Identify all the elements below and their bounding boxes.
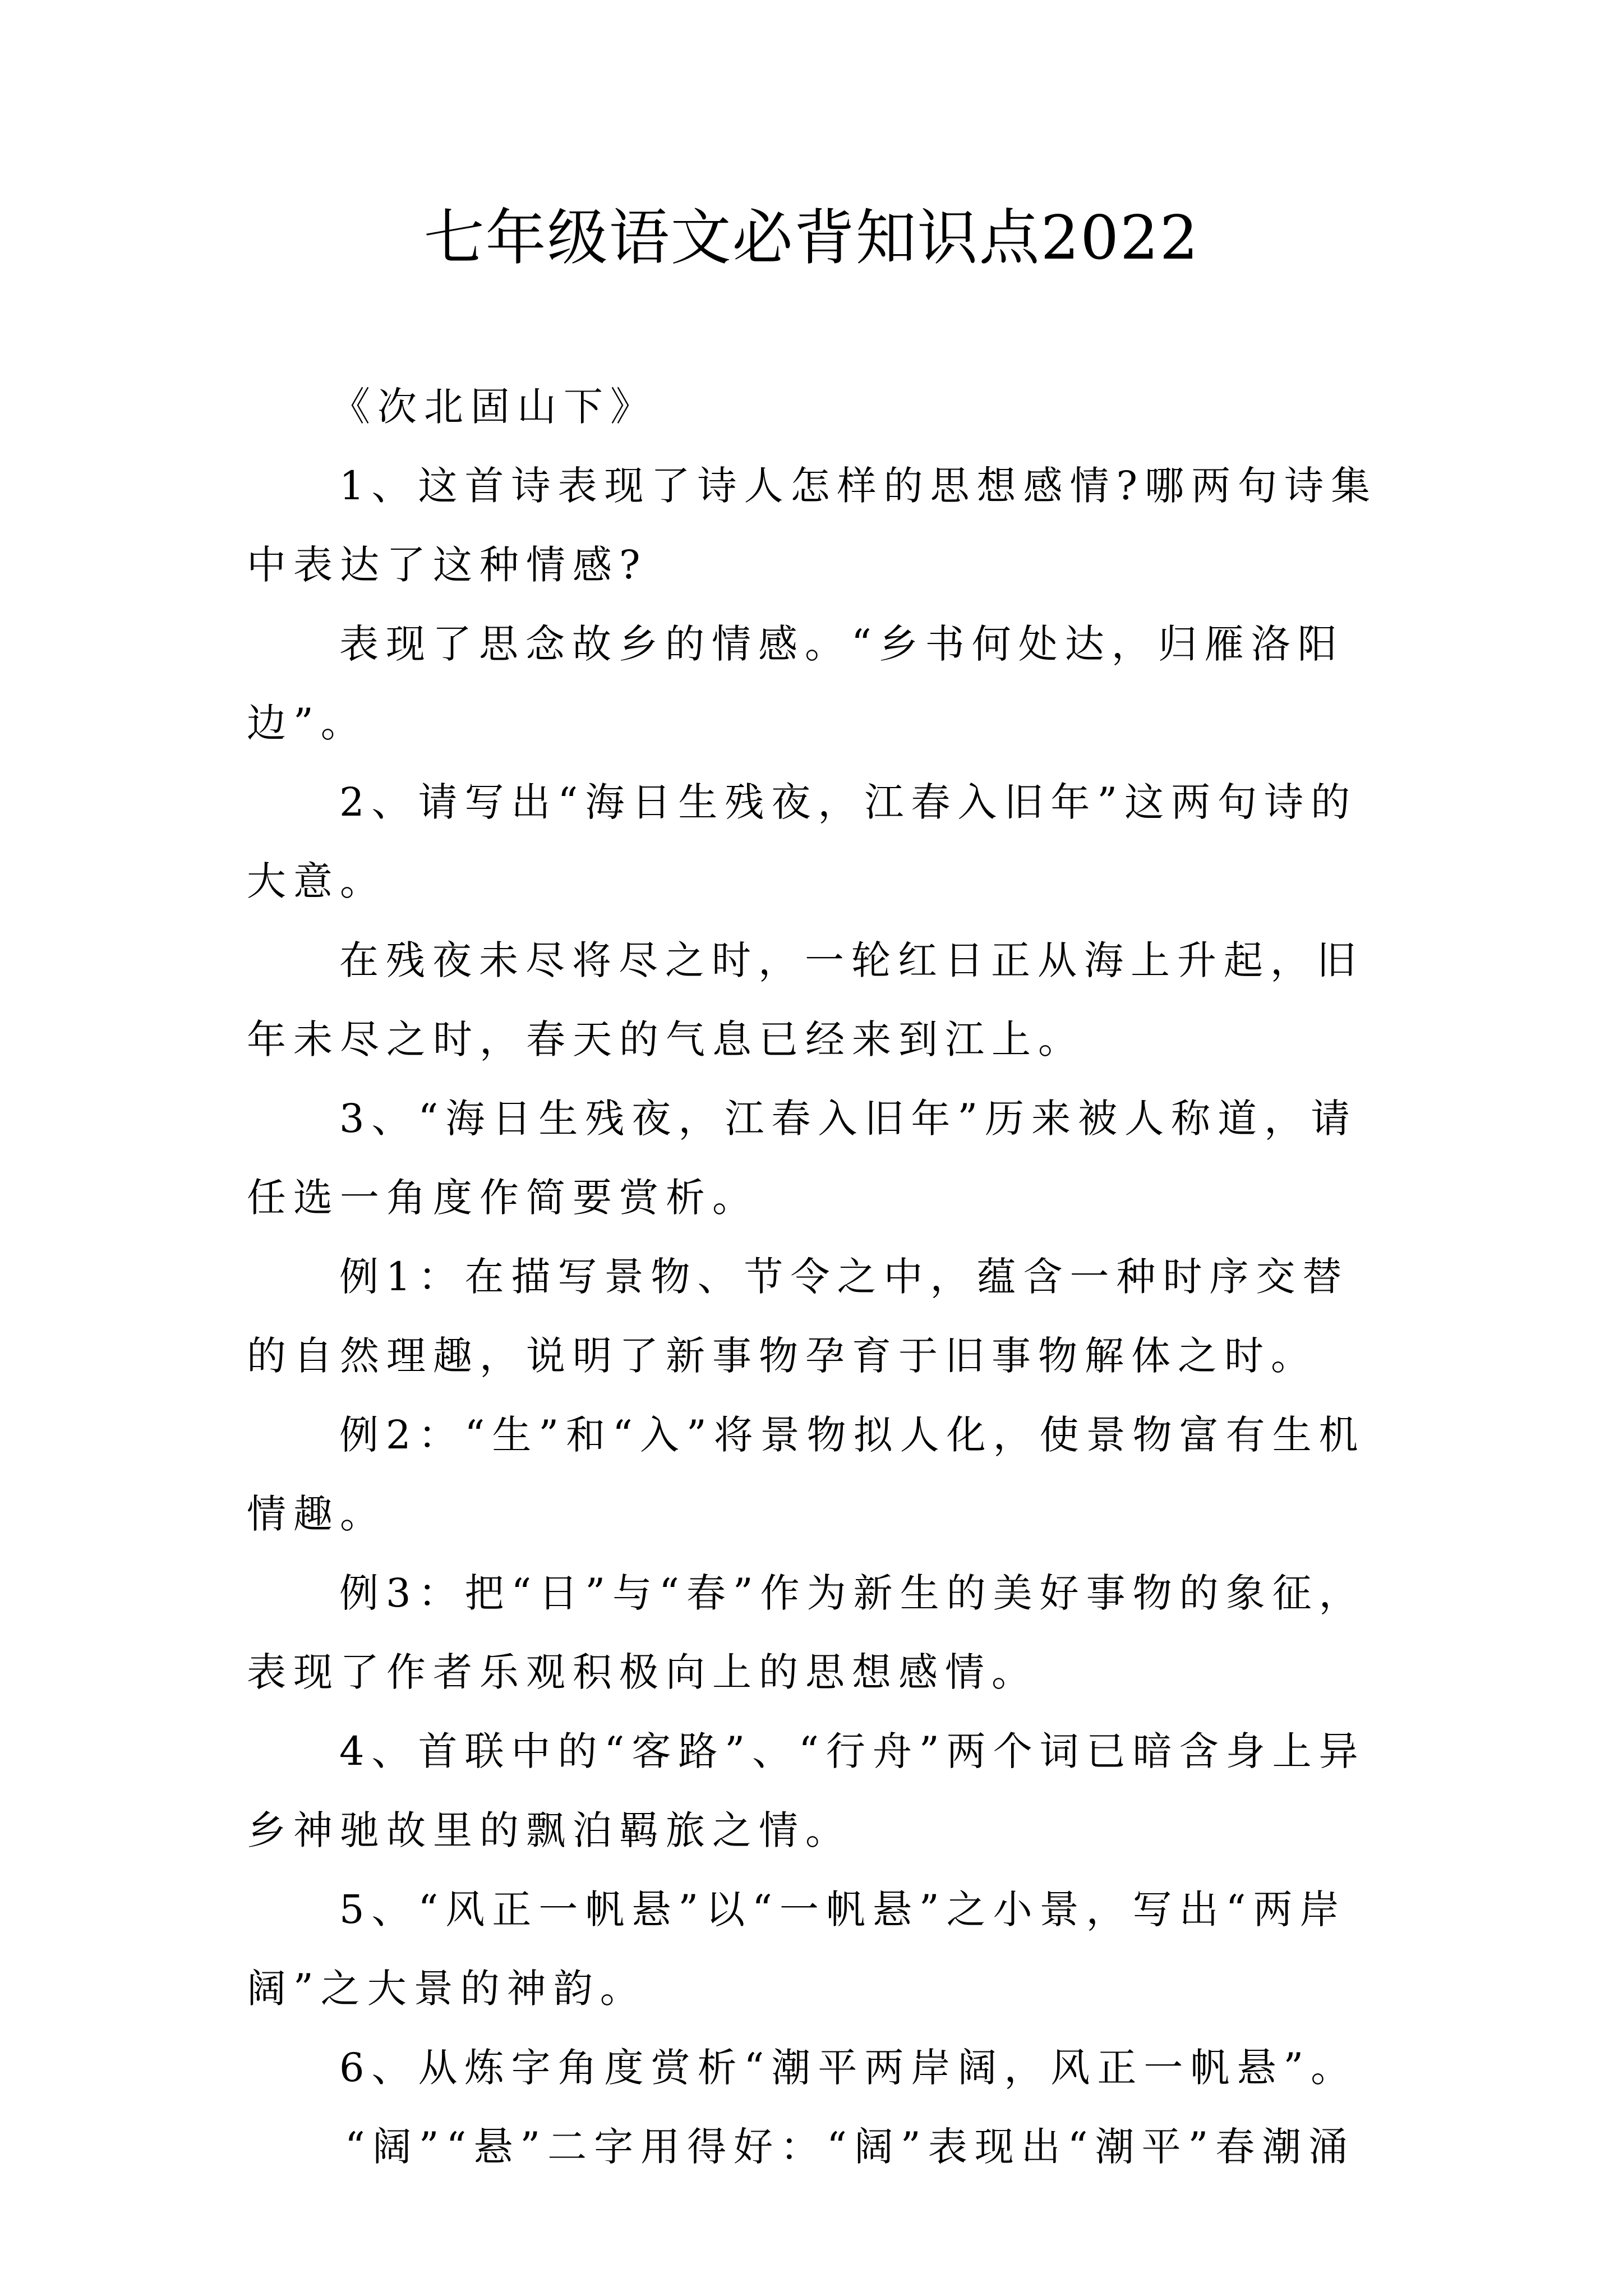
answer-6: “阔”“悬”二字用得好：“阔”表现出“潮平”春潮涌 bbox=[345, 2124, 1355, 2170]
point-5: 5、“风正一帆悬”以“一帆悬”之小景，写出“两岸阔”之大景的神韵。 bbox=[247, 1887, 1347, 2012]
question-3: 3、“海日生残夜，江春入旧年”历来被人称道，请任选一角度作简要赏析。 bbox=[247, 1096, 1358, 1221]
example-2: 例2：“生”和“入”将景物拟人化，使景物富有生机情趣。 bbox=[247, 1412, 1366, 1537]
point-4: 4、首联中的“客路”、“行舟”两个词已暗含身上异乡神驰故里的飘泊羁旅之情。 bbox=[247, 1728, 1366, 1853]
document-title: 七年级语文必背知识点2022 bbox=[423, 203, 1200, 273]
document-body bbox=[247, 367, 1391, 2187]
answer-2: 在残夜未尽将尽之时，一轮红日正从海上升起，旧年未尽之时，春天的气息已经来到江上。 bbox=[247, 937, 1363, 1062]
example-3: 例3：把“日”与“春”作为新生的美好事物的象征，表现了作者乐观积极向上的思想感情。 bbox=[247, 1570, 1366, 1695]
question-6: 6、从炼字角度赏析“潮平两岸阔，风正一帆悬”。 bbox=[339, 2045, 1358, 2091]
poem-title: 《次北固山下》 bbox=[331, 384, 657, 430]
question-2: 2、请写出“海日生残夜，江春入旧年”这两句诗的大意。 bbox=[247, 779, 1358, 904]
answer-1: 表现了思念故乡的情感。“乡书何处达，归雁洛阳边”。 bbox=[247, 621, 1344, 746]
example-1: 例1：在描写景物、节令之中，蕴含一种时序交替的自然理趣，说明了新事物孕育于旧事物解体之时。 bbox=[247, 1254, 1349, 1379]
question-1: 1、这首诗表现了诗人怎样的思想感情?哪两句诗集中表达了这种情感? bbox=[247, 463, 1378, 588]
